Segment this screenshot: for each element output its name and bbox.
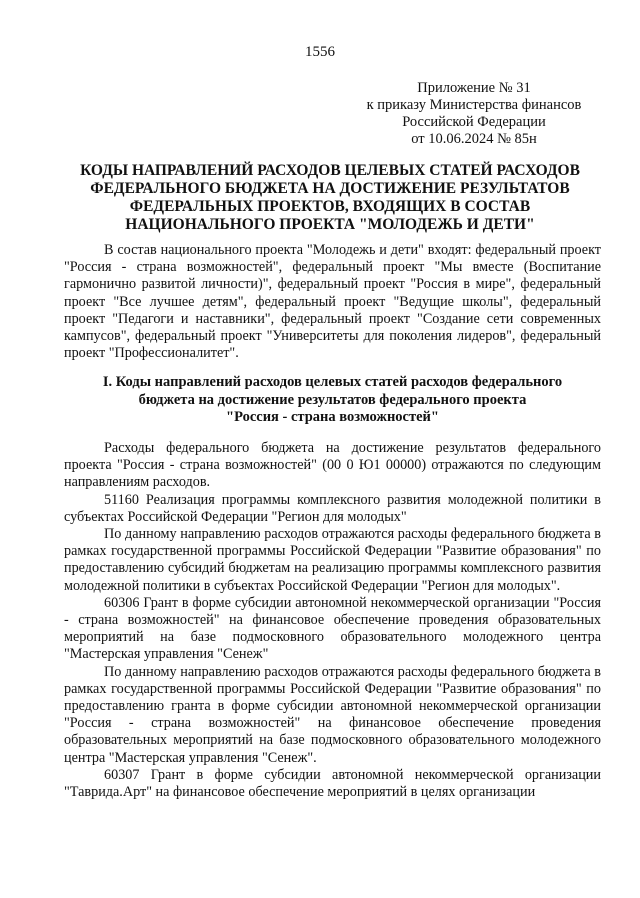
body-paragraph: По данному направлению расходов отражаются расходы федерального бюджета в рамках государственной программы Российской Федерации "Развитие образования" по предоставлению субсидий бюджетам на реализацию программы комплексного развития молодежной политики в субъектах Российской Федерации "Регион для молодых". [64, 525, 601, 594]
body-paragraph: 60306 Грант в форме субсидии автономной некоммерческой организации "Россия - страна возможностей" на финансовое обеспечение проведения образовательных мероприятий на базе подмосковного образовательного молодежного центра "Мастерская управления "Сенеж" [64, 594, 601, 663]
section-heading [64, 374, 601, 427]
title-line: ФЕДЕРАЛЬНОГО БЮДЖЕТА НА ДОСТИЖЕНИЕ РЕЗУЛЬТАТОВ [90, 180, 570, 197]
title-line: КОДЫ НАПРАВЛЕНИЙ РАСХОДОВ ЦЕЛЕВЫХ СТАТЕЙ РАСХОДОВ [80, 162, 580, 179]
document-body [64, 242, 601, 801]
body-paragraph: По данному направлению расходов отражаются расходы федерального бюджета в рамках государственной программы Российской Федерации "Развитие образования" по предоставлению гранта в форме субсидии автономной некоммерческой организации "Россия - страна возможностей" на финансовое обеспечение проведения образовательных мероприятий на базе подмосковного образовательного молодежного центра "Мастерская управления "Сенеж". [64, 663, 601, 766]
section-heading-line: I. Коды направлений расходов целевых статей расходов федерального [102, 374, 563, 391]
body-paragraph: Расходы федерального бюджета на достижение результатов федерального проекта "Россия - страна возможностей" (00 0 Ю1 00000) отражаются по следующим направлениям расходов. [64, 439, 601, 491]
appendix-block [340, 80, 608, 148]
body-paragraph: 51160 Реализация программы комплексного развития молодежной политики в субъектах Российской Федерации "Регион для молодых" [64, 491, 601, 525]
title-line: ФЕДЕРАЛЬНЫХ ПРОЕКТОВ, ВХОДЯЩИХ В СОСТАВ [129, 198, 531, 215]
appendix-line: Приложение № 31 [417, 80, 531, 96]
appendix-line: Российской Федерации [402, 114, 546, 130]
title-line: НАЦИОНАЛЬНОГО ПРОЕКТА "МОЛОДЕЖЬ И ДЕТИ" [125, 216, 535, 233]
section-heading-line: бюджета на достижение результатов федерального проекта [138, 391, 527, 408]
intro-paragraph: В состав национального проекта "Молодежь и дети" входят: федеральный проект "Россия - страна возможностей", федеральный проект "Мы вместе (Воспитание гармонично развитой личности)", федеральный проект "Россия в мире", федеральный проект "Все лучшее детям", федеральный проект "Ведущие школы", федеральный проект "Педагоги и наставники", федеральный проект "Создание сети современных кампусов", федеральный проект "Университеты для поколения лидеров", федеральный проект "Профессионалитет". [64, 242, 601, 362]
document-title [60, 162, 600, 234]
appendix-line: от 10.06.2024 № 85н [411, 131, 537, 147]
body-paragraph: 60307 Грант в форме субсидии автономной некоммерческой организации "Таврида.Арт" на финансовое обеспечение мероприятий в целях организации [64, 766, 601, 800]
appendix-line: к приказу Министерства финансов [366, 97, 582, 113]
section-heading-line: "Россия - страна возможностей" [226, 409, 439, 426]
page-number: 1556 [305, 44, 335, 60]
